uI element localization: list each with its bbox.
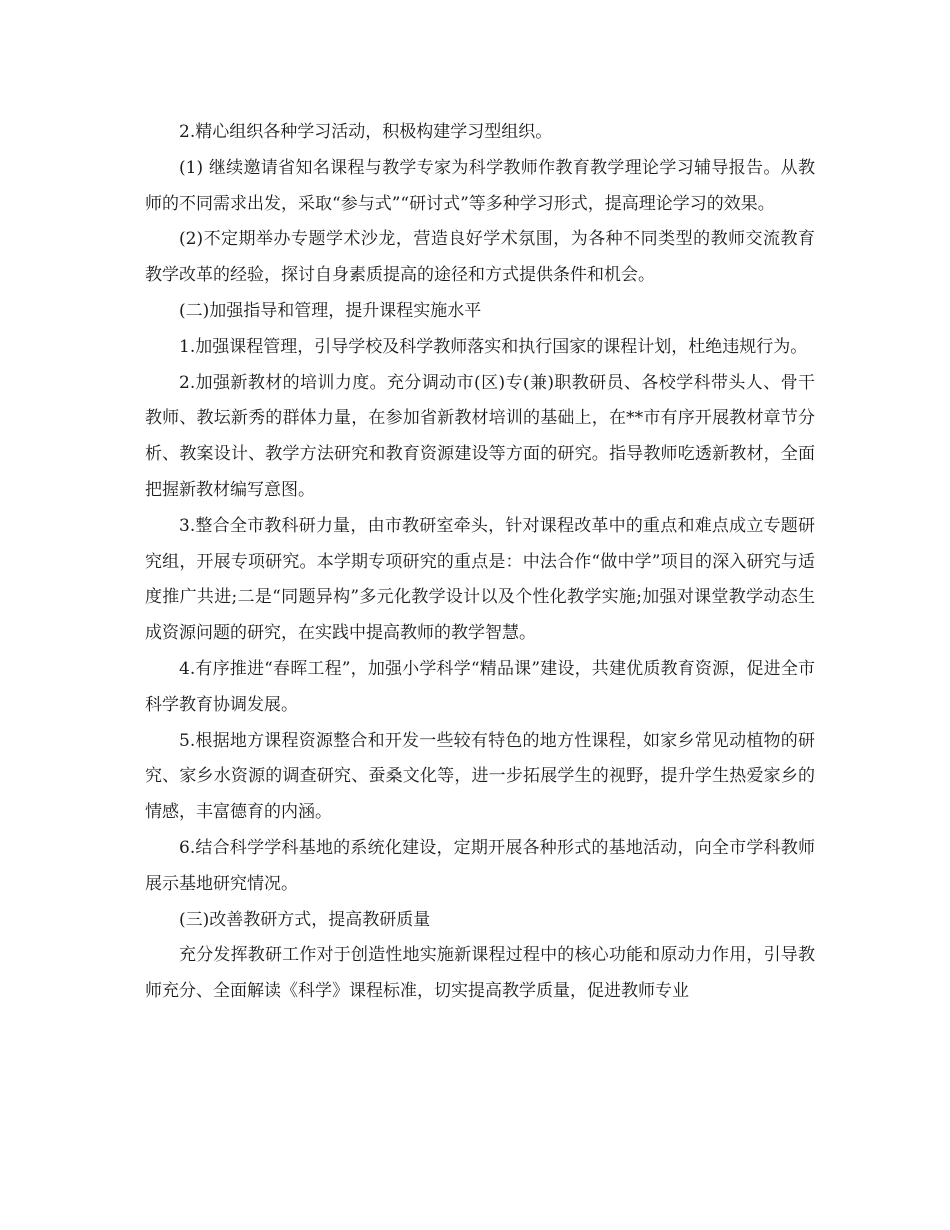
paragraph-expert-lectures: (1) 继续邀请省知名课程与教学专家为科学教师作教育教学理论学习辅导报告。从教师的不同需求出发，采取“参与式”“研讨式”等多种学习形式，提高理论学习的效果。: [145, 157, 815, 214]
paragraph-new-textbook-training: 2.加强新教材的培训力度。充分调动市(区)专(兼)职教研员、各校学科带头人、骨干教师、教坛新秀的群体力量，在参加省新教材培训的基础上，在**市有序开展教材章节分析、教案设计、教学方法研究和教育资源建设等方面的研究。指导教师吃透新教材，全面把握新教材编写意图。: [145, 372, 815, 500]
document-body: [145, 115, 815, 1010]
paragraph-study-activities-heading: 2.精心组织各种学习活动，积极构建学习型组织。: [179, 122, 553, 142]
section-heading-research-methods: (三)改善教研方式，提高教研质量: [179, 909, 431, 930]
paragraph-course-management: 1.加强课程管理，引导学校及科学教师落实和执行国家的课程计划，杜绝违规行为。: [179, 336, 808, 357]
paragraph-research-core-function: 充分发挥教研工作对于创造性地实施新课程过程中的核心功能和原动力作用，引导教师充分、全面解读《科学》课程标准，切实提高教学质量，促进教师专业: [145, 945, 815, 1002]
paragraph-chunhui-project: 4.有序推进“春晖工程”，加强小学科学“精品课”建设，共建优质教育资源，促进全市科学教育协调发展。: [145, 658, 815, 715]
paragraph-subject-base: 6.结合科学学科基地的系统化建设，定期开展各种形式的基地活动，向全市学科教师展示基地研究情况。: [145, 837, 815, 894]
section-heading-guidance-management: (二)加强指导和管理，提升课程实施水平: [179, 300, 482, 321]
paragraph-academic-salon: (2)不定期举办专题学术沙龙，营造良好学术氛围，为各种不同类型的教师交流教育教学改革的经验，探讨自身素质提高的途径和方式提供条件和机会。: [145, 229, 815, 286]
paragraph-research-integration: 3.整合全市教科研力量，由市教研室牵头，针对课程改革中的重点和难点成立专题研究组，开展专项研究。本学期专项研究的重点是：中法合作“做中学”项目的深入研究与适度推广共进;二是“同题异构”多元化教学设计以及个性化教学实施;加强对课堂教学动态生成资源问题的研究，在实践中提高教师的教学智慧。: [145, 515, 815, 644]
paragraph-local-curriculum: 5.根据地方课程资源整合和开发一些较有特色的地方性课程，如家乡常见动植物的研究、家乡水资源的调查研究、蚕桑文化等，进一步拓展学生的视野，提升学生热爱家乡的情感，丰富德育的内涵。: [145, 730, 815, 823]
